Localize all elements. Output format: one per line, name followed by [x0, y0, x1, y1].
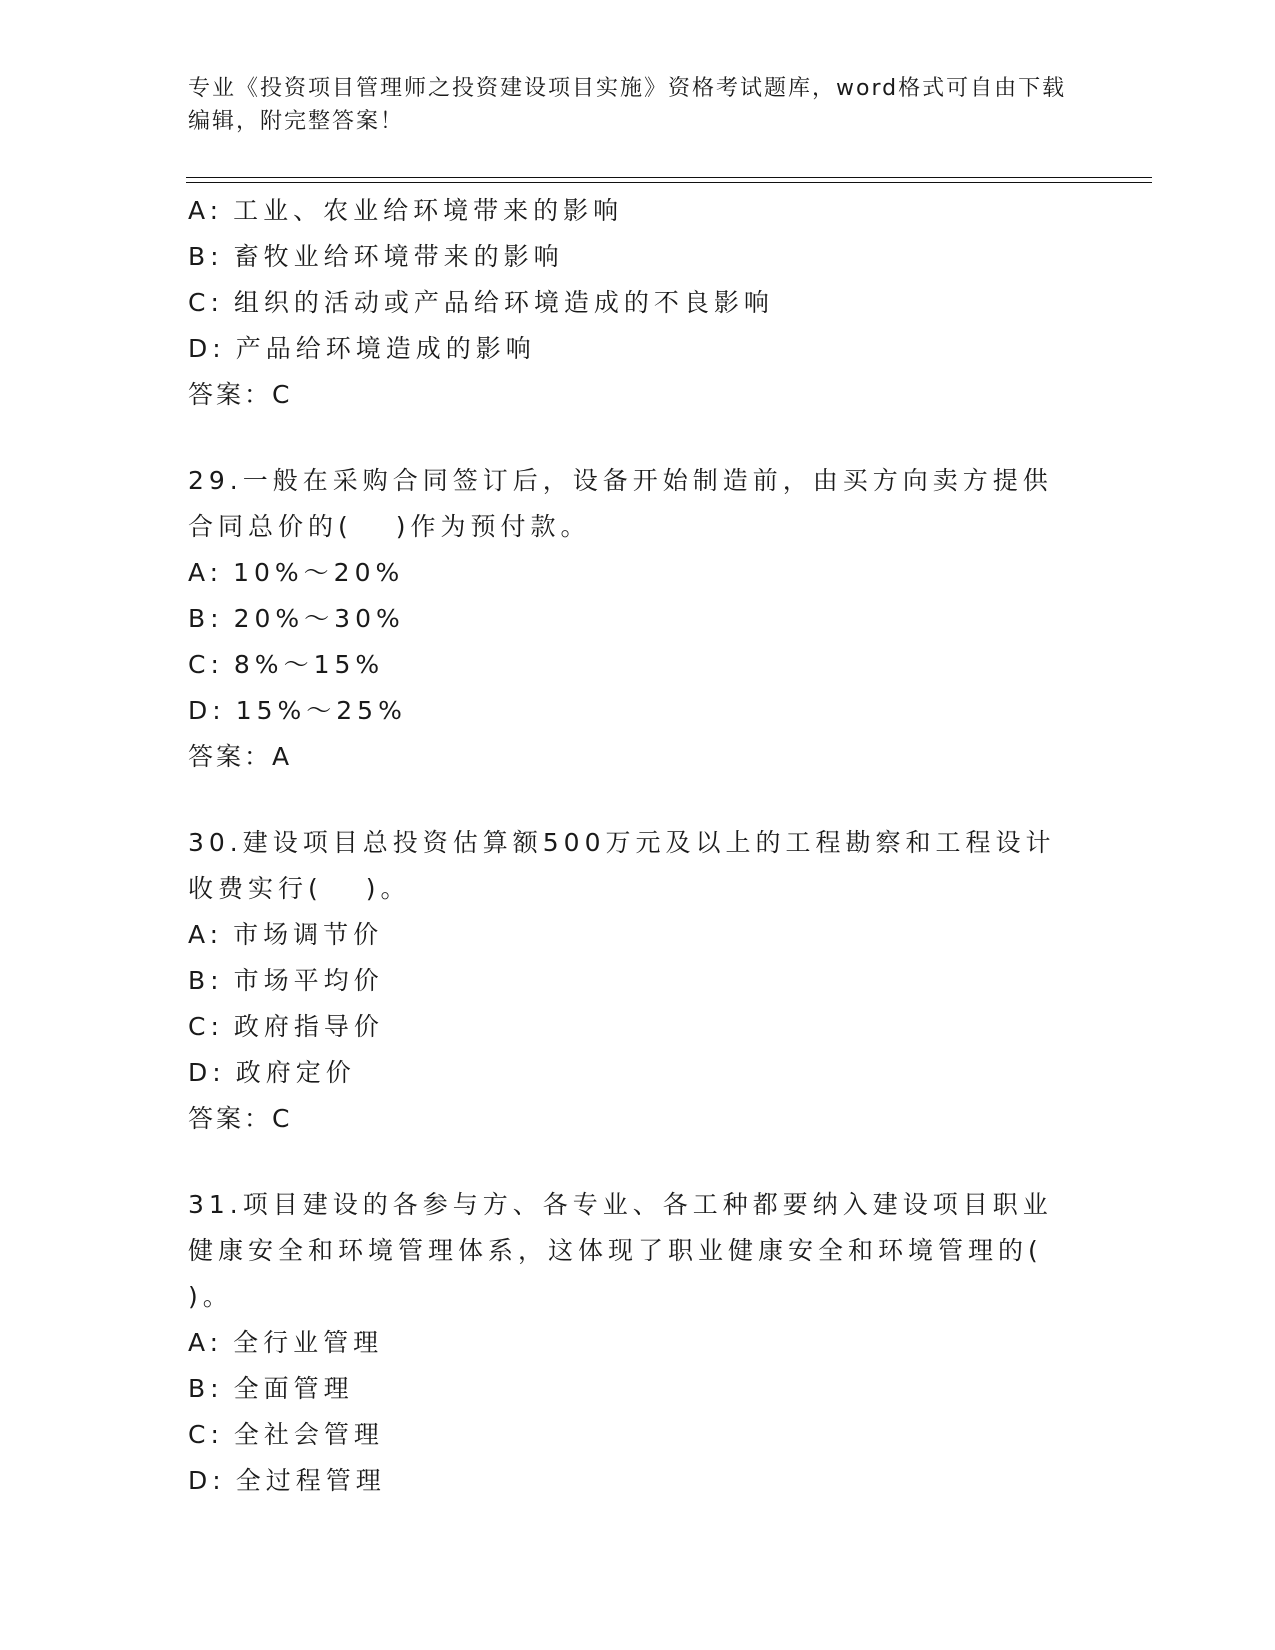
option-a: A: 工业、农业给环境带来的影响: [188, 196, 624, 225]
option-text: 市场调节价: [233, 920, 384, 949]
option-text: 全过程管理: [235, 1466, 386, 1495]
option-text: 市场平均价: [233, 966, 384, 995]
option-text: 政府定价: [235, 1058, 356, 1087]
option-c: C: 政府指导价: [188, 1012, 384, 1041]
option-text: 组织的活动或产品给环境造成的不良影响: [233, 288, 774, 317]
option-text: 产品给环境造成的影响: [235, 334, 536, 363]
question-stem: 29.一般在采购合同签订后，设备开始制造前，由买方向卖方提供合同总价的( )作为预付款。: [188, 466, 1053, 541]
option-text: 全社会管理: [233, 1420, 384, 1449]
option-d: D: 全过程管理: [188, 1466, 386, 1495]
header-rule-bottom: [186, 182, 1152, 183]
option-c: C: 全社会管理: [188, 1420, 384, 1449]
option-a: A: 市场调节价: [188, 920, 384, 949]
option-d: D: 15%～25%: [188, 696, 407, 725]
option-d: D: 产品给环境造成的影响: [188, 334, 536, 363]
option-b: B: 20%～30%: [188, 604, 405, 633]
option-d: D: 政府定价: [188, 1058, 356, 1087]
option-c: C: 8%～15%: [188, 650, 385, 679]
option-c: C: 组织的活动或产品给环境造成的不良影响: [188, 288, 774, 317]
option-text: 政府指导价: [233, 1012, 384, 1041]
option-text: 全面管理: [233, 1374, 354, 1403]
option-text: 工业、农业给环境带来的影响: [233, 196, 624, 225]
option-text: 8%～15%: [233, 650, 385, 679]
spacer: [188, 418, 1088, 458]
option-text: 10%～20%: [233, 558, 405, 587]
question-30-block: [188, 820, 1088, 1142]
question-31-block: [188, 1182, 1088, 1504]
answer-line: 答案：C: [188, 1104, 293, 1133]
option-text: 20%～30%: [233, 604, 405, 633]
answer-line: 答案：C: [188, 380, 293, 409]
option-text: 全行业管理: [233, 1328, 384, 1357]
option-b: B: 全面管理: [188, 1374, 354, 1403]
header-rule-top: [186, 177, 1152, 178]
option-b: B: 畜牧业给环境带来的影响: [188, 242, 564, 271]
option-b: B: 市场平均价: [188, 966, 384, 995]
spacer: [188, 1142, 1088, 1182]
spacer: [188, 780, 1088, 820]
header-intro: 专业《投资项目管理师之投资建设项目实施》资格考试题库，word格式可自由下载编辑，附完整答案！: [188, 76, 1067, 134]
option-a: A: 10%～20%: [188, 558, 405, 587]
question-stem: 30.建设项目总投资估算额500万元及以上的工程勘察和工程设计收费实行( )。: [188, 828, 1056, 903]
option-text: 畜牧业给环境带来的影响: [233, 242, 564, 271]
question-28-block: [188, 188, 1088, 418]
option-text: 15%～25%: [235, 696, 407, 725]
answer-line: 答案：A: [188, 742, 293, 771]
option-a: A: 全行业管理: [188, 1328, 384, 1357]
question-29-block: [188, 458, 1088, 780]
question-list: [188, 188, 1088, 1504]
question-stem: 31.项目建设的各参与方、各专业、各工种都要纳入建设项目职业健康安全和环境管理体系，这体现了职业健康安全和环境管理的( )。: [188, 1190, 1086, 1311]
